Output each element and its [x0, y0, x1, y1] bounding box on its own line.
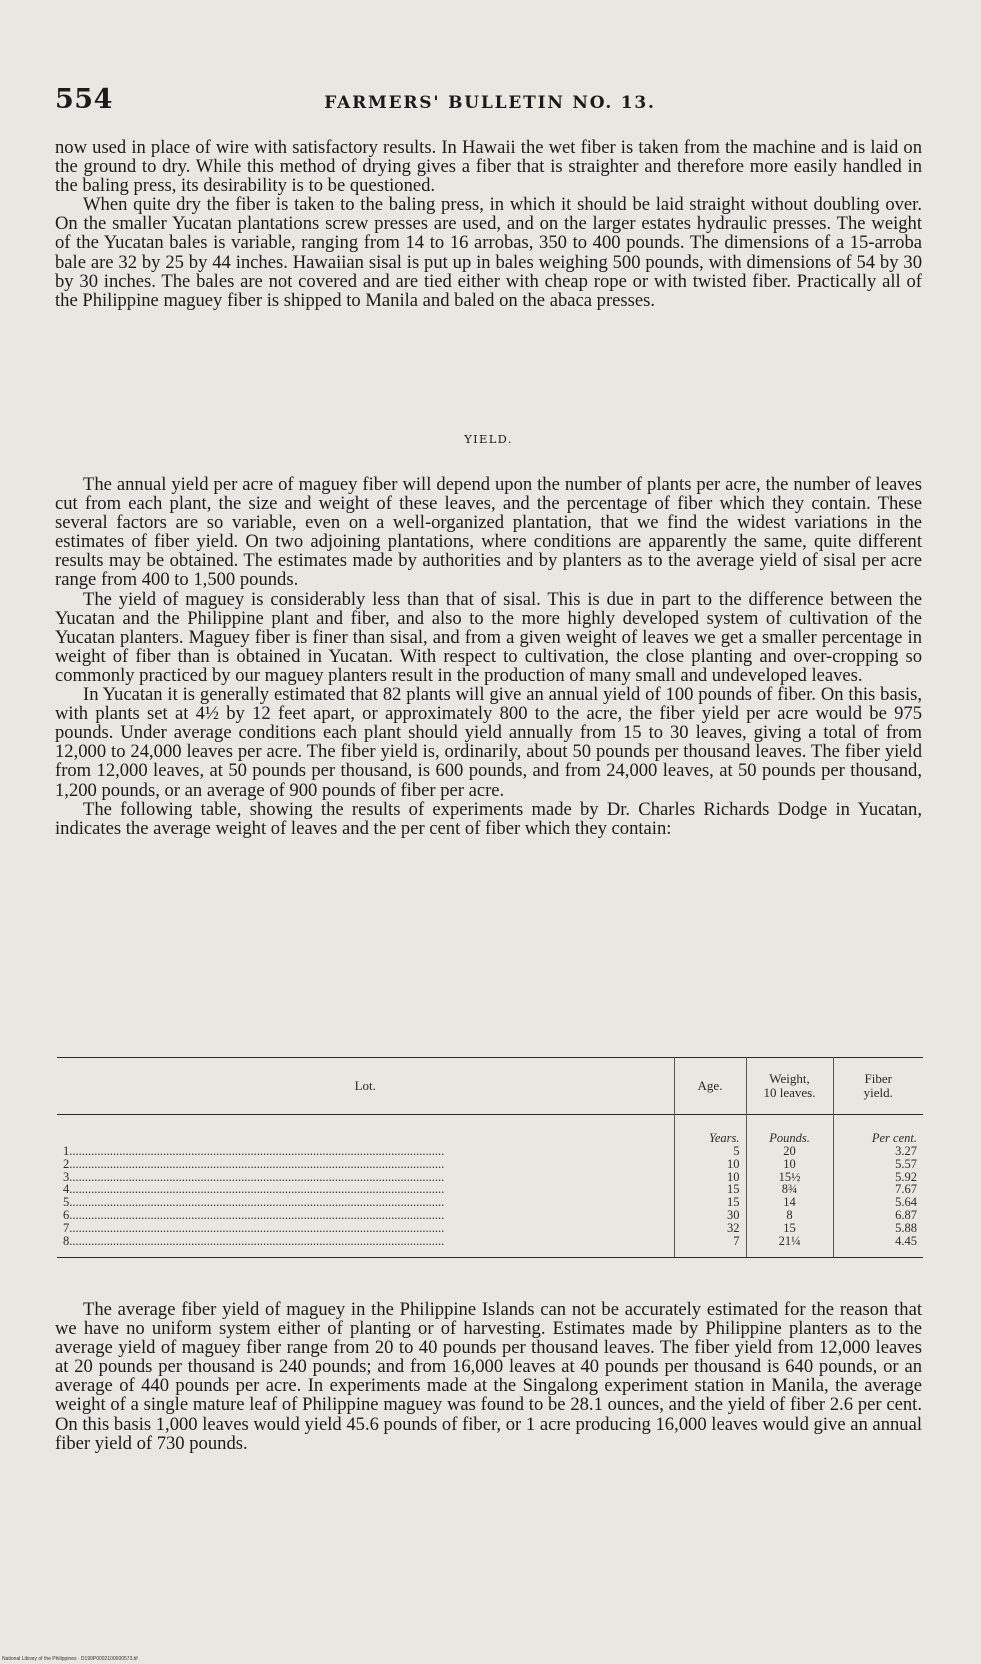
weight-cell: 21¼	[746, 1235, 833, 1258]
units-fiber: Per cent.	[833, 1115, 923, 1146]
table-row	[57, 1145, 923, 1158]
units-age: Years.	[674, 1115, 746, 1146]
leader-dots: ........................................................................................................................	[69, 1157, 445, 1171]
units-row	[57, 1115, 923, 1146]
lot-number: 5	[63, 1196, 70, 1209]
leader-dots: ........................................................................................................................	[69, 1208, 445, 1222]
table-row	[57, 1209, 923, 1222]
paragraph: When quite dry the fiber is taken to the baling press, in which it should be laid straight without doubling over. On the smaller Yucatan plantations screw presses are used, and on the larger estates hydraulic presses. The weight of the Yucatan bales is variable, ranging from 14 to 16 arrobas, 350 to 400 pounds. The dimensions of a 15-arroba bale are 32 by 25 by 44 inches. Hawaiian sisal is put up in bales weighing 500 pounds, with dimensions of 54 by 30 by 30 inches. The bales are not covered and are tied either with cheap rope or with twisted fiber. Practically all of the Philippine maguey fiber is shipped to Manila and baled on the abaca presses.	[55, 194, 922, 311]
fiber-cell: 5.57	[833, 1158, 923, 1171]
lot-number: 7	[63, 1221, 70, 1235]
lot-number: 2	[63, 1157, 70, 1171]
lot-cell	[57, 1183, 674, 1196]
leader-dots: ........................................................................................................................	[69, 1221, 445, 1235]
header-fiber-line2: yield.	[863, 1085, 893, 1100]
paragraph: The annual yield per acre of maguey fiber will depend upon the number of plants per acre, the number of leaves cut from each plant, the size and weight of these leaves, and the percentage of fiber which they contain. These several factors are so variable, even on a well-organized plantation, that we find the widest variations in the estimates of fiber yield. On two adjoining plantations, where conditions are apparently the same, quite different results may be obtained. The estimates made by authorities and by planters as to the average yield of sisal per acre range from 400 to 1,500 pounds.	[55, 474, 922, 591]
text-block-top	[55, 138, 922, 310]
header-age: Age.	[674, 1058, 746, 1115]
table-row	[57, 1222, 923, 1235]
fiber-cell: 6.87	[833, 1209, 923, 1222]
age-cell: 10	[674, 1171, 746, 1184]
lot-cell	[57, 1171, 674, 1184]
fiber-cell: 5.92	[833, 1171, 923, 1184]
fiber-cell: 3.27	[833, 1145, 923, 1158]
lot-cell	[57, 1235, 674, 1258]
section-heading: YIELD.	[464, 432, 513, 446]
header-weight	[746, 1058, 833, 1115]
table-row	[57, 1158, 923, 1171]
paragraph: The following table, showing the results of experiments made by Dr. Charles Richards Dodge in Yucatan, indicates the average weight of leaves and the per cent of fiber which they contain:	[55, 798, 922, 839]
lot-number: 4	[63, 1183, 70, 1197]
leader-dots: ........................................................................................................................	[69, 1196, 445, 1209]
table-row	[57, 1196, 923, 1209]
paragraph: The average fiber yield of maguey in the Philippine Islands can not be accurately estimated for the reason that we have no uniform system either of planting or of harvesting. Estimates made by Philippine planters as to the average yield of maguey fiber range from 20 to 40 pounds per thousand leaves. The fiber yield from 12,000 leaves at 20 pounds per thousand is 240 pounds; and from 16,000 leaves at 40 pounds per thousand is 640 pounds, or an average of 440 pounds per acre. In experiments made at the Singalong experiment station in Manila, the average weight of a single mature leaf of Philippine maguey was found to be 28.1 ounces, and the yield of fiber 2.6 per cent. On this basis 1,000 leaves would yield 45.6 pounds of fiber, or 1 acre producing 16,000 leaves would give an annual fiber yield of 730 pounds.	[55, 1299, 922, 1454]
lot-number: 8	[63, 1234, 70, 1248]
lot-cell	[57, 1222, 674, 1235]
table-bottom-rule	[57, 1257, 923, 1258]
table-header-row	[57, 1058, 923, 1115]
units-weight: Pounds.	[746, 1115, 833, 1146]
lot-number: 6	[63, 1208, 70, 1222]
lot-cell	[57, 1158, 674, 1171]
text-block-bottom	[55, 1300, 922, 1453]
table-row	[57, 1235, 923, 1258]
weight-cell: 8¾	[746, 1183, 833, 1196]
weight-cell: 15½	[746, 1171, 833, 1184]
age-cell: 7	[674, 1235, 746, 1258]
paragraph: now used in place of wire with satisfactory results. In Hawaii the wet fiber is taken from the machine and is laid on the ground to dry. While this method of drying gives a fiber that is straighter and therefore more easily handled in the baling press, its desirability is to be questioned.	[55, 137, 922, 197]
units-lot	[57, 1115, 674, 1146]
scan-credit: National Library of the Philippines · D190P0002100000573.tif	[2, 1656, 138, 1662]
lot-number: 3	[63, 1170, 70, 1184]
header-weight-line1: Weight,	[769, 1071, 810, 1086]
lot-cell	[57, 1209, 674, 1222]
page-header	[55, 84, 925, 124]
text-block-yield	[55, 475, 922, 838]
header-weight-line2: 10 leaves.	[763, 1085, 816, 1100]
weight-cell: 10	[746, 1158, 833, 1171]
leader-dots: ........................................................................................................................	[69, 1145, 445, 1158]
paragraph: In Yucatan it is generally estimated that 82 plants will give an annual yield of 100 pounds of fiber. On this basis, with plants set at 4½ by 12 feet apart, or approximately 800 to the acre, the fiber yield per acre would be 975 pounds. Under average conditions each plant should yield annually from 15 to 30 leaves, giving a total of from 12,000 to 24,000 leaves per acre. The fiber yield is, ordinarily, about 50 pounds per thousand leaves. The fiber yield from 12,000 leaves, at 50 pounds per thousand, is 600 pounds, and from 24,000 leaves, at 50 pounds per thousand, 1,200 pounds, or an average of 900 pounds of fiber per acre.	[55, 684, 922, 801]
running-title: FARMERS' BULLETIN NO. 13.	[324, 93, 656, 113]
fiber-yield-table	[57, 1057, 923, 1258]
leader-dots: ........................................................................................................................	[69, 1170, 445, 1184]
age-cell: 10	[674, 1158, 746, 1171]
weight-cell: 8	[746, 1209, 833, 1222]
weight-cell: 20	[746, 1145, 833, 1158]
fiber-cell: 4.45	[833, 1235, 923, 1258]
age-cell: 15	[674, 1196, 746, 1209]
fiber-cell: 5.88	[833, 1222, 923, 1235]
fiber-cell: 7.67	[833, 1183, 923, 1196]
weight-cell: 14	[746, 1196, 833, 1209]
lot-number: 1	[63, 1145, 70, 1158]
age-cell: 30	[674, 1209, 746, 1222]
header-lot: Lot.	[354, 1078, 376, 1093]
age-cell: 32	[674, 1222, 746, 1235]
age-cell: 5	[674, 1145, 746, 1158]
age-cell: 15	[674, 1183, 746, 1196]
fiber-cell: 5.64	[833, 1196, 923, 1209]
page-number: 554	[55, 84, 113, 115]
weight-cell: 15	[746, 1222, 833, 1235]
lot-cell	[57, 1145, 674, 1158]
lot-cell	[57, 1196, 674, 1209]
paragraph: The yield of maguey is considerably less than that of sisal. This is due in part to the difference between the Yucatan and the Philippine plant and fiber, and also to the more highly developed system of cultivation of the Yucatan planters. Maguey fiber is finer than sisal, and from a given weight of leaves we get a smaller percentage in weight of fiber than is obtained in Yucatan. With respect to cultivation, the close planting and over-cropping so commonly practiced by our maguey planters result in the production of many small and undeveloped leaves.	[55, 588, 922, 686]
header-fiber-line1: Fiber	[864, 1071, 892, 1086]
leader-dots: ........................................................................................................................	[69, 1183, 445, 1197]
leader-dots: ........................................................................................................................	[69, 1234, 445, 1248]
header-fiber	[833, 1058, 923, 1115]
